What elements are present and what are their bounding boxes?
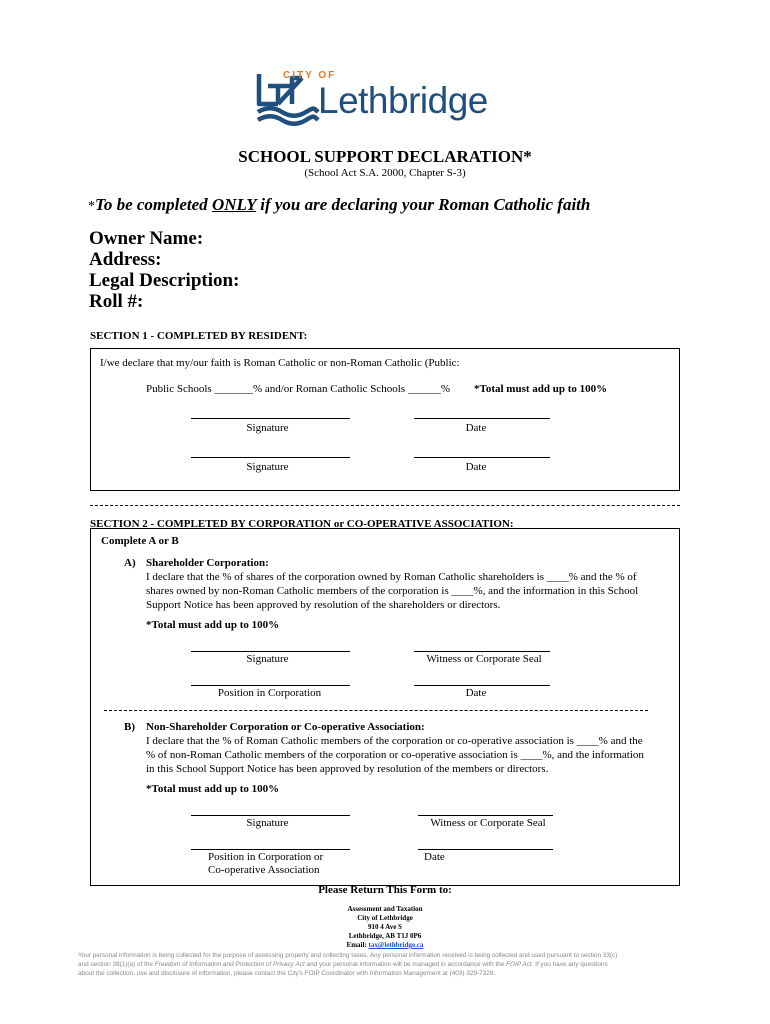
- note-star: *: [88, 199, 95, 214]
- option-b-position-line[interactable]: [191, 849, 350, 850]
- option-b-position-label-2: Co-operative Association: [208, 864, 320, 876]
- section1-date-label-1: Date: [465, 422, 487, 434]
- return-line4: Lethbridge, AB T1J 0P6: [348, 932, 422, 940]
- return-line2: City of Lethbridge: [357, 914, 413, 922]
- foip-act-name: Freedom of Information and Protection of Privacy Act: [154, 961, 305, 968]
- return-line1: Assessment and Taxation: [347, 905, 423, 913]
- section1-signature-line-2[interactable]: [191, 457, 350, 458]
- page-title: SCHOOL SUPPORT DECLARATION*: [238, 147, 532, 166]
- option-a-total-note: *Total must add up to 100%: [146, 619, 280, 631]
- option-a-line1[interactable]: I declare that the % of shares of the corporation owned by Roman Catholic shareholders is ____% and the % of: [146, 571, 637, 583]
- section1-total-note: *Total must add up to 100%: [474, 383, 608, 395]
- section1-heading: SECTION 1 - COMPLETED BY RESIDENT:: [90, 330, 308, 342]
- option-b-title: Non-Shareholder Corporation or Co-operative Association:: [146, 721, 425, 733]
- section1-box: [90, 348, 680, 491]
- option-a-witness-line[interactable]: [414, 651, 550, 652]
- option-b-date-line[interactable]: [418, 849, 553, 850]
- foip-line1: Your personal information is being collected for the purpose of assessing property and collecting taxes. Any personal information received is being collected and used pursuant to section 33(c): [78, 952, 618, 959]
- complete-a-or-b: Complete A or B: [101, 535, 179, 547]
- option-a-witness-label: Witness or Corporate Seal: [426, 653, 542, 665]
- option-a-line3: Support Notice has been approved by resolution of the shareholders or directors.: [146, 599, 501, 611]
- option-b-line3: in this School Support Notice has been approved by resolution of the members or directors.: [146, 763, 549, 775]
- option-b-signature-line[interactable]: [191, 815, 350, 816]
- section1-declaration: I/we declare that my/our faith is Roman Catholic or non-Roman Catholic (Public:: [100, 357, 460, 369]
- option-a-position-label: Position in Corporation: [217, 687, 322, 699]
- option-b-witness-label: Witness or Corporate Seal: [430, 817, 546, 829]
- note-only: ONLY: [211, 195, 256, 214]
- option-a-line2[interactable]: shares owned by non-Roman Catholic members of the corporation is ____%, and the information in this School: [146, 585, 639, 597]
- owner-name-label: Owner Name:: [89, 228, 204, 249]
- note-before: To be completed: [95, 195, 212, 214]
- option-b-signature-label: Signature: [246, 817, 289, 829]
- email-label: Email:: [346, 941, 369, 949]
- foip-line2: [78, 960, 698, 969]
- option-divider: [104, 710, 648, 711]
- logo-city-name: Lethbridge: [318, 80, 488, 121]
- option-a-title: Shareholder Corporation:: [146, 557, 269, 569]
- foip-line2b: and your personal information will be managed in accordance with the: [304, 961, 507, 968]
- foip-line3: about the collection, use and disclosure of information, please contact the City's FOIP Coordinator with Information Management at (403) 329-7329.: [78, 970, 496, 977]
- legal-description-label: Legal Description:: [89, 270, 240, 291]
- section1-schools-line[interactable]: Public Schools _______% and/or Roman Catholic Schools ______%: [146, 383, 451, 395]
- foip-act-short: FOIP Act: [506, 961, 532, 968]
- return-heading: Please Return This Form to:: [318, 884, 452, 896]
- section1-date-line-2[interactable]: [414, 457, 550, 458]
- option-a-date-line[interactable]: [414, 685, 550, 686]
- option-a-signature-line[interactable]: [191, 651, 350, 652]
- section-divider: [90, 505, 680, 506]
- note-after: if you are declaring your Roman Catholic faith: [256, 195, 591, 214]
- section2-heading: SECTION 2 - COMPLETED BY CORPORATION or CO-OPERATIVE ASSOCIATION:: [90, 518, 514, 530]
- logo-city-of-text: CITY OF: [283, 70, 337, 81]
- foip-notice: [78, 951, 698, 978]
- return-email-row: [0, 941, 770, 949]
- roll-number-label: Roll #:: [89, 291, 144, 312]
- option-b-position-label-1: Position in Corporation or: [208, 851, 324, 863]
- section1-signature-line-1[interactable]: [191, 418, 350, 419]
- option-b-line1[interactable]: I declare that the % of Roman Catholic members of the corporation or co-operative association is ____% and the: [146, 735, 643, 747]
- section1-date-line-1[interactable]: [414, 418, 550, 419]
- foip-line2c: . If you have any questions: [531, 961, 608, 968]
- option-b-marker: B): [124, 721, 135, 733]
- faith-note: [88, 195, 590, 215]
- section1-signature-label-2: Signature: [246, 461, 289, 473]
- option-b-total-note: *Total must add up to 100%: [146, 783, 280, 795]
- section1-date-label-2: Date: [465, 461, 487, 473]
- option-b-date-label: Date: [424, 851, 445, 863]
- email-link[interactable]: tax@lethbridge.ca: [368, 941, 424, 949]
- option-a-date-label: Date: [465, 687, 487, 699]
- return-line3: 910 4 Ave S: [368, 923, 402, 931]
- option-a-marker: A): [124, 557, 136, 569]
- address-label: Address:: [89, 249, 162, 270]
- option-a-signature-label: Signature: [246, 653, 289, 665]
- section1-signature-label-1: Signature: [246, 422, 289, 434]
- foip-line2a: and section 39(1)(a) of the: [78, 961, 155, 968]
- option-b-witness-line[interactable]: [418, 815, 553, 816]
- option-a-position-line[interactable]: [191, 685, 350, 686]
- page-subtitle: (School Act S.A. 2000, Chapter S-3): [304, 167, 466, 179]
- option-b-line2[interactable]: % of non-Roman Catholic members of the corporation or co-operative association is ____%, and the information: [146, 749, 644, 761]
